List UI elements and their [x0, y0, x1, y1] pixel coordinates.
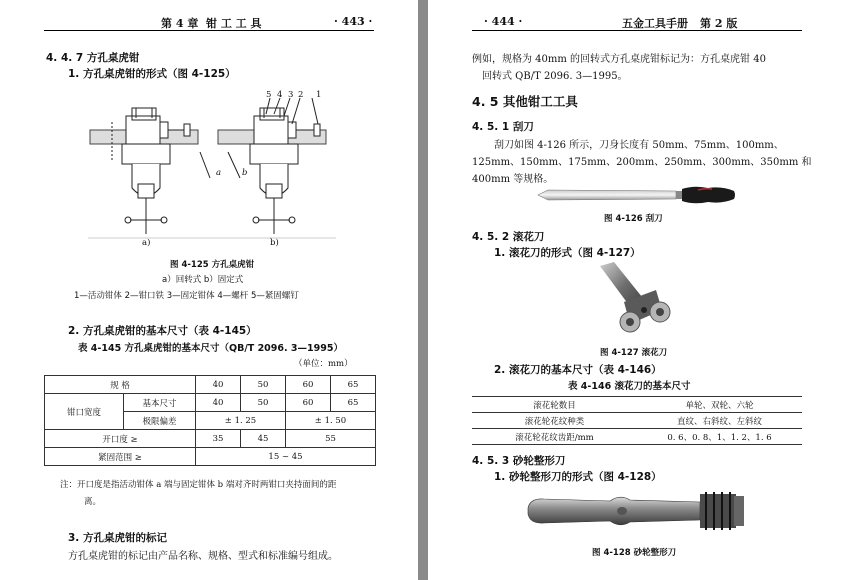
table-row	[472, 413, 802, 429]
figure-128-caption: 图 4-128 砂轮整形刀	[592, 548, 677, 558]
table-note-line2: 离。	[84, 497, 102, 507]
left-header	[44, 14, 374, 31]
subsection-scraper: 4. 5. 1 刮刀	[472, 121, 534, 133]
wheel-dresser-form-heading: 1. 砂轮整形刀的形式（图 4-128）	[494, 471, 662, 483]
marking-paragraph: 方孔桌虎钳的标记由产品名称、规格、型式和标准编号组成。	[68, 551, 338, 562]
intro-line1: 例如，规格为 40mm 的回转式方孔桌虎钳标记为：方孔桌虎钳 40	[472, 54, 766, 65]
header-title: 钳 工 工 具	[206, 17, 262, 30]
figure-caption: 图 4-125 方孔桌虎钳	[170, 260, 255, 270]
scraper-line1: 刮刀如图 4-126 所示，刀身长度有 50mm、75mm、100mm、	[494, 140, 784, 151]
table-cell: 单轮、双轮、六轮	[637, 397, 802, 413]
table-cell: 60	[286, 394, 331, 412]
figure-4-125-drawing	[88, 88, 336, 248]
right-header	[472, 14, 802, 31]
table-cell: 35	[196, 430, 241, 448]
vise-a-drawing	[90, 108, 210, 234]
table-cell: 40	[196, 394, 241, 412]
table-cell: 直纹、右斜纹、左斜纹	[637, 413, 802, 429]
figure-label-a: a	[216, 168, 222, 178]
knurling-sizes-heading: 2. 滚花刀的基本尺寸（表 4-146）	[494, 364, 662, 376]
table-header-cell: 基本尺寸	[124, 394, 196, 412]
header-page-number: · 443 ·	[334, 15, 373, 28]
knurling-tool-image	[596, 262, 684, 340]
figure-callout-5: 5	[266, 90, 272, 100]
figure-callout-4: 4	[277, 90, 283, 100]
table-header-cell: 开口度 ≥	[45, 430, 196, 448]
figure-callout-3: 3	[288, 90, 294, 100]
table-row	[45, 376, 376, 394]
subheading-form: 1. 方孔桌虎钳的形式（图 4-125）	[68, 68, 236, 80]
page-gutter	[418, 0, 428, 580]
scraper-line3: 400mm 等规格。	[472, 174, 554, 185]
subheading-sizes: 2. 方孔桌虎钳的基本尺寸（表 4-145）	[68, 325, 257, 337]
table-cell: 滚花轮花纹齿距/mm	[472, 429, 637, 445]
right-page	[428, 0, 846, 580]
table-cell: 55	[286, 430, 376, 448]
table-cell: 60	[286, 376, 331, 394]
subsection-knurling-tool: 4. 5. 2 滚花刀	[472, 231, 545, 243]
table-4-146-title: 表 4-146 滚花刀的基本尺寸	[568, 381, 691, 392]
scraper-line2: 125mm、150mm、175mm、200mm、250mm、300mm、350mm 和	[472, 157, 812, 168]
table-row	[45, 448, 376, 466]
table-note-line1: 注：开口度是指活动钳体 a 端与固定钳体 b 端对齐时两钳口夹持面间的距	[60, 480, 337, 490]
table-cell: ± 1. 50	[286, 412, 376, 430]
table-4-145	[44, 375, 376, 466]
table-cell: 0. 6、0. 8、1、1. 2、1. 6	[637, 429, 802, 445]
section-heading: 4. 4. 7 方孔桌虎钳	[46, 52, 140, 64]
table-header-cell: 紧固范围 ≥	[45, 448, 196, 466]
header-book-title: 五金工具手册	[622, 17, 688, 30]
intro-line2: 回转式 QB/T 2096. 3—1995。	[482, 71, 628, 82]
table-cell: 40	[196, 376, 241, 394]
subsection-wheel-dresser: 4. 5. 3 砂轮整形刀	[472, 455, 566, 467]
table-row	[472, 397, 802, 413]
figure-legend: 1—活动钳体 2—钳口铁 3—固定钳体 4—螺杆 5—紧固螺钉	[74, 291, 299, 301]
table-row	[45, 394, 376, 412]
table-unit: （单位：mm）	[294, 359, 353, 369]
figure-126-caption: 图 4-126 刮刀	[604, 214, 663, 224]
figure-127-caption: 图 4-127 滚花刀	[600, 348, 668, 358]
table-header-cell: 规 格	[45, 376, 196, 394]
table-cell: 65	[331, 394, 376, 412]
wheel-dresser-image	[524, 486, 752, 536]
left-page	[0, 0, 418, 580]
table-cell: 15 ~ 45	[196, 448, 376, 466]
header-edition: 第 2 版	[700, 17, 738, 30]
figure-sublabel-a: a)	[142, 238, 151, 248]
table-cell: 65	[331, 376, 376, 394]
table-4-146	[472, 396, 802, 445]
vise-b-drawing	[218, 98, 326, 234]
figure-subcaption: a）回转式 b）固定式	[162, 275, 244, 285]
table-cell: 滚花轮花纹种类	[472, 413, 637, 429]
table-cell: 50	[241, 394, 286, 412]
figure-callout-1: 1	[316, 90, 322, 100]
table-cell: 滚花轮数目	[472, 397, 637, 413]
table-cell: 50	[241, 376, 286, 394]
subheading-marking: 3. 方孔桌虎钳的标记	[68, 532, 167, 544]
table-cell: ± 1. 25	[196, 412, 286, 430]
table-4-145-title: 表 4-145 方孔桌虎钳的基本尺寸（QB/T 2096. 3—1995）	[78, 343, 343, 354]
figure-callout-2: 2	[298, 90, 304, 100]
figure-label-b: b	[242, 168, 248, 178]
header-page-number: · 444 ·	[484, 15, 523, 28]
table-cell: 45	[241, 430, 286, 448]
table-header-cell: 钳口宽度	[45, 394, 124, 430]
knurling-form-heading: 1. 滚花刀的形式（图 4-127）	[494, 247, 641, 259]
header-chapter: 第 4 章	[161, 17, 199, 30]
section-heading: 4. 5 其他钳工工具	[472, 94, 578, 109]
table-row	[472, 429, 802, 445]
table-header-cell: 极限偏差	[124, 412, 196, 430]
table-row	[45, 430, 376, 448]
figure-sublabel-b: b)	[270, 238, 279, 248]
scraper-image	[536, 183, 736, 207]
